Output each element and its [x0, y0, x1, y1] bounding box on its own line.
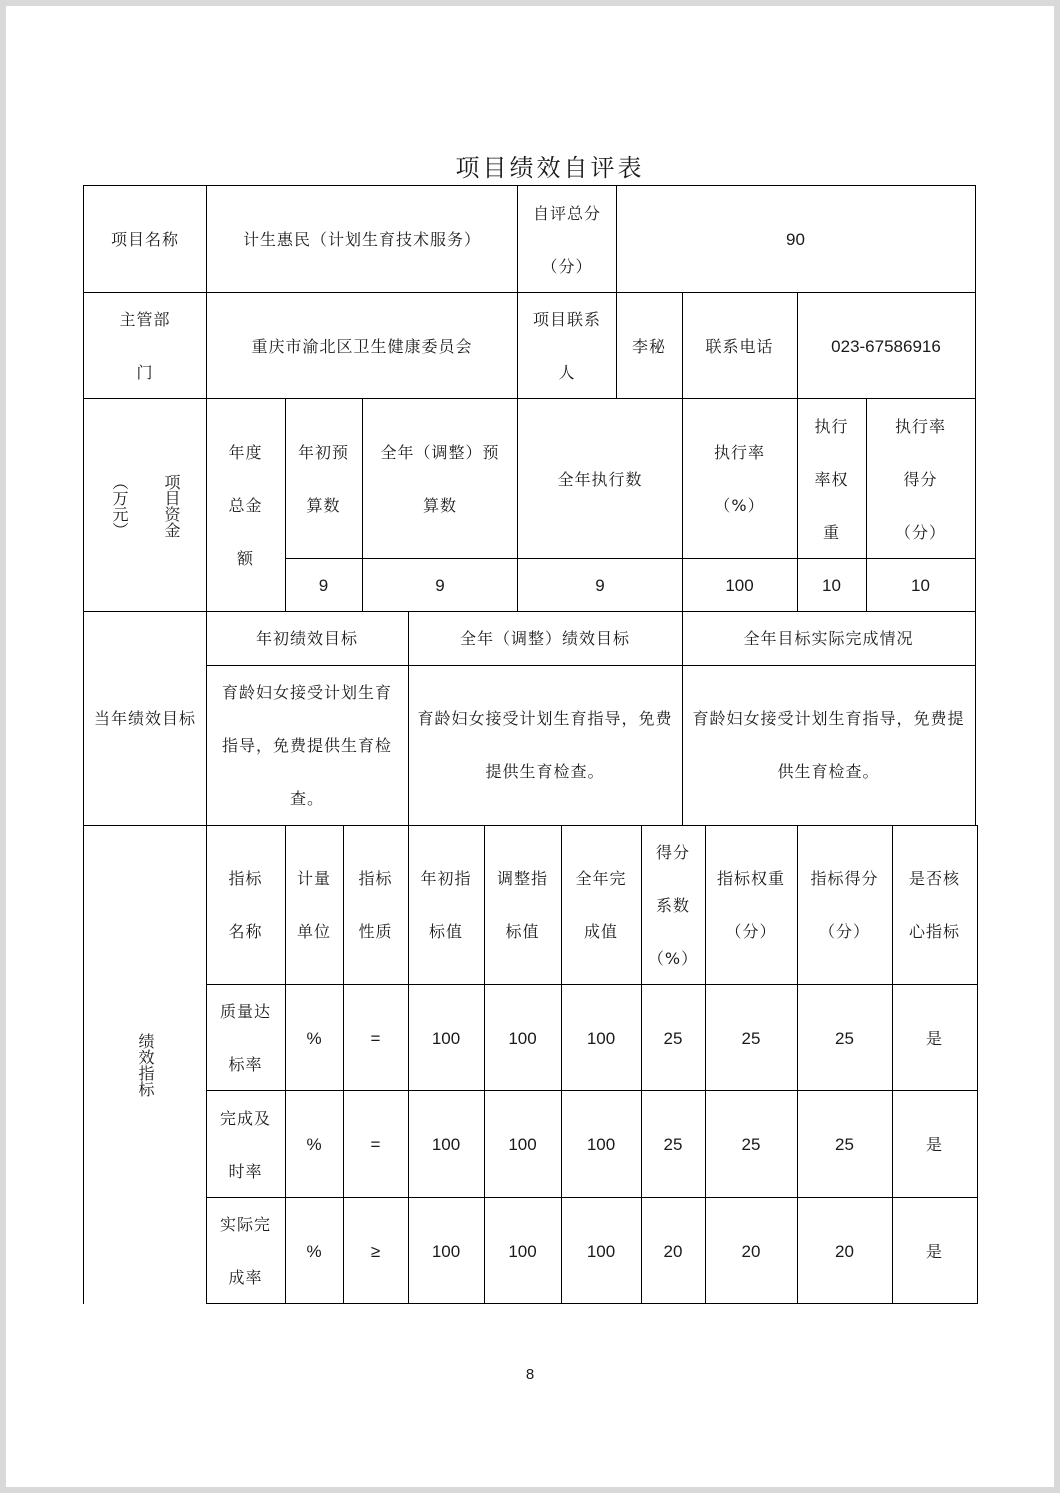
goals-header-adjusted: 全年（调整）绩效目标	[459, 629, 630, 648]
ind-row1-adjusted: 100	[508, 1028, 537, 1048]
funds-score-value: 10	[911, 576, 930, 595]
ind-header-coef: 得分系数（%）	[647, 842, 699, 968]
dept-value: 重庆市渝北区卫生健康委员会	[251, 336, 473, 356]
ind-row1-score: 25	[835, 1028, 854, 1048]
self-score-label: 自评总分（分）	[532, 203, 601, 276]
self-score-value: 90	[786, 230, 805, 249]
goals-header-initial: 年初绩效目标	[255, 629, 358, 648]
ind-row1-nature: =	[370, 1028, 381, 1048]
funds-initial-value: 9	[318, 576, 329, 595]
ind-row2-name: 完成及时率	[219, 1108, 271, 1181]
goals-section-label: 当年绩效目标	[94, 709, 197, 728]
phone-value: 023-67586916	[831, 336, 941, 356]
ind-row3-initial: 100	[431, 1241, 461, 1261]
funds-header-weight: 执行率权重	[814, 416, 849, 542]
ind-row3-unit: %	[306, 1241, 322, 1261]
contact-label: 项目联系人	[532, 310, 601, 382]
funds-header-total: 年度总金额	[228, 443, 263, 568]
ind-header-completed: 全年完成值	[575, 869, 627, 941]
funds-header-initial: 年初预算数	[297, 443, 349, 515]
ind-header-weight: 指标权重（分）	[716, 869, 785, 941]
ind-row2-weight: 25	[741, 1135, 761, 1154]
goals-header-actual: 全年目标实际完成情况	[743, 629, 914, 648]
ind-row1-core: 是	[925, 1028, 943, 1048]
ind-row2-coef: 25	[663, 1135, 683, 1154]
ind-row2-score: 25	[835, 1135, 854, 1154]
funds-header-rate: 执行率（%）	[713, 443, 765, 515]
ind-header-initial: 年初指标值	[420, 869, 472, 941]
funds-adjusted-value: 9	[435, 576, 445, 595]
ind-row3-score: 20	[835, 1241, 854, 1261]
ind-row2-core: 是	[925, 1135, 943, 1154]
ind-row2-nature: =	[370, 1135, 381, 1154]
ind-row2-initial: 100	[431, 1135, 461, 1154]
project-name-value: 计生惠民（计划生育技术服务）	[242, 230, 481, 249]
funds-weight-value: 10	[822, 576, 841, 595]
indicators-section-label: 绩效指标	[136, 1033, 155, 1097]
ind-row2-unit: %	[306, 1135, 322, 1154]
funds-rate-value: 100	[725, 576, 754, 595]
ind-row1-completed: 100	[586, 1028, 616, 1048]
ind-row1-unit: %	[306, 1028, 322, 1048]
funds-header-adjusted: 全年（调整）预算数	[380, 443, 500, 515]
ind-row3-completed: 100	[586, 1241, 616, 1261]
funds-section-label-unit: （万元）	[110, 473, 129, 538]
ind-row3-core: 是	[925, 1241, 943, 1261]
ind-row1-name: 质量达标率	[219, 1002, 271, 1074]
ind-row1-initial: 100	[431, 1028, 461, 1048]
ind-row2-adjusted: 100	[508, 1135, 537, 1154]
ind-header-score: 指标得分（分）	[810, 869, 879, 941]
page-number: 8	[525, 1366, 535, 1383]
ind-header-nature: 指标性质	[358, 869, 393, 941]
goals-adjusted-text: 育龄妇女接受计划生育指导，免费提供生育检查。	[417, 709, 673, 781]
ind-row3-name: 实际完成率	[219, 1215, 271, 1287]
goals-actual-text: 育龄妇女接受计划生育指导，免费提供生育检查。	[692, 709, 965, 781]
funds-executed-value: 9	[595, 576, 605, 595]
ind-row3-coef: 20	[663, 1241, 683, 1261]
funds-header-score: 执行率得分（分）	[894, 416, 946, 542]
ind-row3-weight: 20	[741, 1241, 761, 1261]
phone-label: 联系电话	[705, 336, 774, 356]
ind-header-adjusted: 调整指标值	[496, 869, 548, 941]
page-title: 项目绩效自评表	[455, 154, 645, 182]
ind-row1-weight: 25	[741, 1028, 761, 1048]
goals-initial-text: 育龄妇女接受计划生育指导，免费提供生育检查。	[221, 682, 392, 808]
dept-label: 主管部门	[119, 310, 171, 382]
project-name-label: 项目名称	[110, 230, 179, 249]
funds-header-executed: 全年执行数	[557, 469, 643, 489]
ind-header-unit: 计量单位	[296, 869, 331, 941]
contact-value: 李秘	[631, 336, 666, 356]
ind-row2-completed: 100	[586, 1135, 616, 1154]
ind-header-core: 是否核心指标	[908, 869, 960, 941]
funds-section-label-main: 项目资金	[162, 473, 181, 538]
ind-row1-coef: 25	[663, 1028, 683, 1048]
ind-header-name: 指标名称	[228, 869, 263, 941]
ind-row3-adjusted: 100	[508, 1241, 537, 1261]
ind-row3-nature: ≥	[370, 1241, 381, 1261]
